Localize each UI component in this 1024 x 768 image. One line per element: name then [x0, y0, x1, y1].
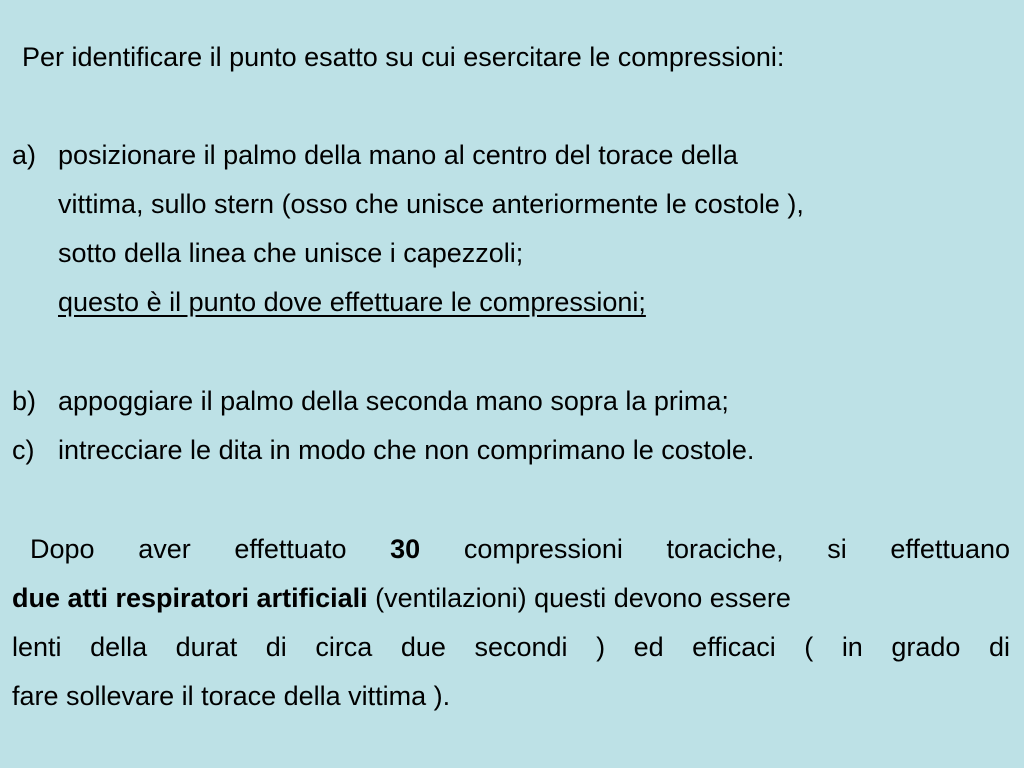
closing-line-1-post: compressioni toraciche, si effettuano: [420, 534, 1010, 564]
item-c-marker: c): [12, 435, 35, 465]
item-b-text: appoggiare il palmo della seconda mano sopra la prima;: [58, 386, 729, 416]
item-a-line-3: sotto della linea che unisce i capezzoli;: [58, 238, 524, 268]
closing-line-3: lenti della durat di circa due secondi ) ed efficaci ( in grado di: [12, 632, 1010, 662]
closing-line-2: [12, 581, 791, 615]
compressions-count: 30: [390, 534, 421, 564]
intro-text: Per identificare il punto esatto su cui esercitare le compressioni:: [22, 42, 785, 72]
rescue-breaths-bold: due atti respiratori artificiali: [12, 583, 368, 613]
item-a-line-2: vittima, sullo stern (osso che unisce anteriormente le costole ),: [58, 189, 804, 219]
item-a-line-4-underlined: questo è il punto dove effettuare le compressioni;: [58, 287, 646, 317]
item-a-line-1: posizionare il palmo della mano al centro del torace della: [58, 140, 738, 170]
closing-line-4: fare sollevare il torace della vittima ).: [12, 681, 451, 711]
item-b-marker: b): [12, 386, 37, 416]
item-a-marker: a): [12, 140, 37, 170]
closing-line-1-pre: Dopo aver effettuato: [30, 534, 391, 564]
closing-line-1: [30, 532, 1010, 566]
closing-line-2-post: (ventilazioni) questi devono essere: [367, 583, 791, 613]
item-c-text: intrecciare le dita in modo che non comprimano le costole.: [58, 435, 755, 465]
